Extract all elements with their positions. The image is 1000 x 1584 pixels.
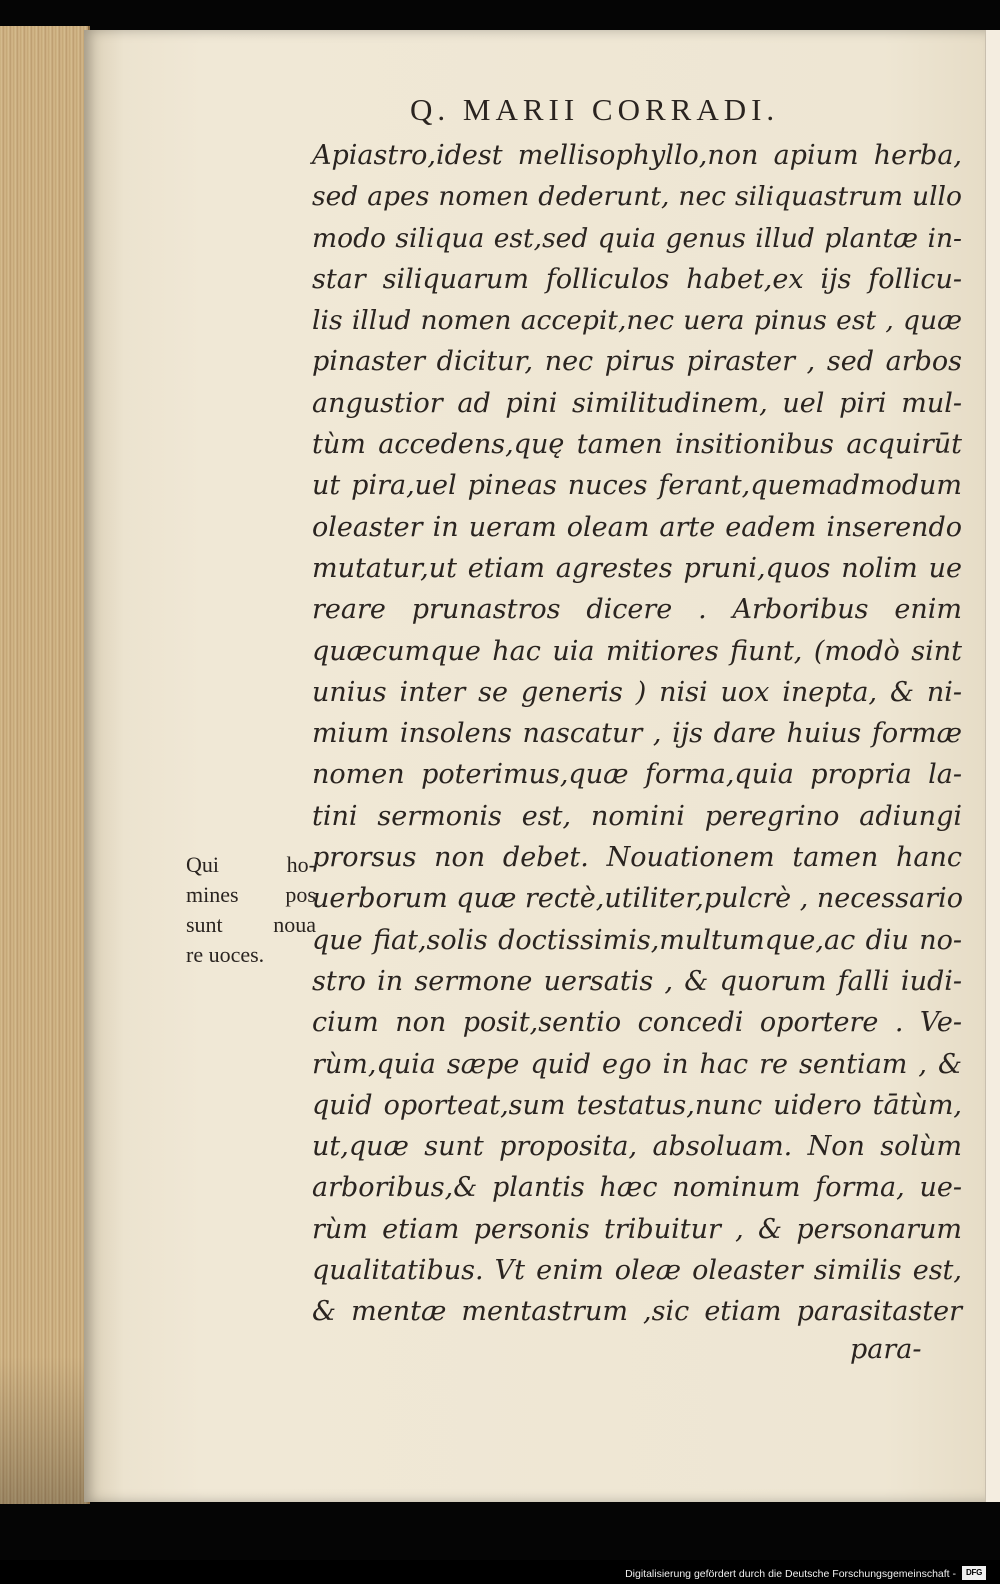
text-line: quæcumque hac uia mitiores fiunt, (modò sint bbox=[312, 635, 962, 667]
marginal-note-line: sunt noua bbox=[186, 912, 316, 937]
credit-bar bbox=[0, 1560, 1000, 1584]
book-page-edges bbox=[0, 26, 90, 1504]
text-line: ut pira,uel pineas nuces ferant,quemadmodum bbox=[312, 470, 962, 502]
marginal-note bbox=[186, 850, 316, 970]
catchword: para- bbox=[850, 1334, 922, 1365]
text-line: unius inter se generis ) nisi uox inepta, & ni- bbox=[312, 676, 962, 708]
text-line: quid oporteat,sum testatus,nunc uidero tātùm, bbox=[312, 1089, 962, 1121]
body-text bbox=[312, 135, 962, 1333]
text-line: prorsus non debet. Nouationem tamen hanc bbox=[312, 842, 962, 874]
text-line: tini sermonis est, nomini peregrino adiungi bbox=[312, 800, 962, 832]
text-line: & mentæ mentastrum ,sic etiam parasitaster bbox=[312, 1296, 962, 1328]
text-line: modo siliqua est,sed quia genus illud plantæ in- bbox=[312, 222, 962, 254]
text-line: oleaster in ueram oleam arte eadem inserendo bbox=[312, 511, 962, 543]
text-line: Apiastro,idest mellisophyllo,non apium herba, bbox=[312, 140, 962, 171]
text-line: arboribus,& plantis hæc nominum forma, ue- bbox=[312, 1172, 962, 1204]
text-line: reare prunastros dicere . Arboribus enim bbox=[312, 594, 962, 626]
marginal-note-line: mines pos bbox=[186, 882, 316, 907]
text-line: rùm,quia sæpe quid ego in hac re sentiam , & bbox=[312, 1048, 962, 1080]
text-line: ut,quæ sunt proposita, absoluam. Non solùm bbox=[312, 1131, 962, 1163]
text-line: qualitatibus. Vt enim oleæ oleaster similis est, bbox=[312, 1255, 962, 1287]
text-line: mium insolens nascatur , ijs dare huius formæ bbox=[312, 718, 962, 750]
text-line: stro in sermone uersatis , & quorum falli iudi- bbox=[312, 965, 962, 997]
show-through-bleed bbox=[150, 772, 320, 832]
marginal-note-line: Qui ho- bbox=[186, 852, 316, 877]
text-line: que fiat,solis doctissimis,multumque,ac diu no- bbox=[312, 924, 962, 956]
text-line: angustior ad pini similitudinem, uel piri mul- bbox=[312, 387, 962, 419]
text-line: uerborum quæ rectè,utiliter,pulcrè , necessario bbox=[312, 883, 963, 915]
text-line: mutatur,ut etiam agrestes pruni,quos nolim ue bbox=[312, 552, 962, 584]
text-line: cium non posit,sentio concedi oportere . Ve- bbox=[312, 1007, 962, 1039]
marginal-note-line: re uoces. bbox=[186, 942, 265, 967]
text-line: nomen poterimus,quæ forma,quia propria la- bbox=[312, 759, 962, 791]
dfg-logo: DFG bbox=[962, 1566, 986, 1580]
text-line: pinaster dicitur, nec pirus piraster , sed arbos bbox=[312, 346, 962, 378]
credit-text: Digitalisierung gefördert durch die Deutsche Forschungsgemeinschaft - bbox=[625, 1568, 956, 1580]
page-right-margin bbox=[985, 30, 1000, 1502]
running-head: Q. MARII CORRADI. bbox=[410, 92, 780, 127]
text-line: sed apes nomen dederunt, nec siliquastrum ullo bbox=[312, 181, 962, 213]
text-line: lis illud nomen accepit,nec uera pinus est , quæ bbox=[312, 305, 962, 337]
text-line: rùm etiam personis tribuitur , & personarum bbox=[312, 1213, 962, 1245]
text-line: star siliquarum folliculos habet,ex ijs follicu- bbox=[312, 263, 962, 295]
text-line: tùm accedens,quę tamen insitionibus acquirūt bbox=[312, 429, 962, 461]
